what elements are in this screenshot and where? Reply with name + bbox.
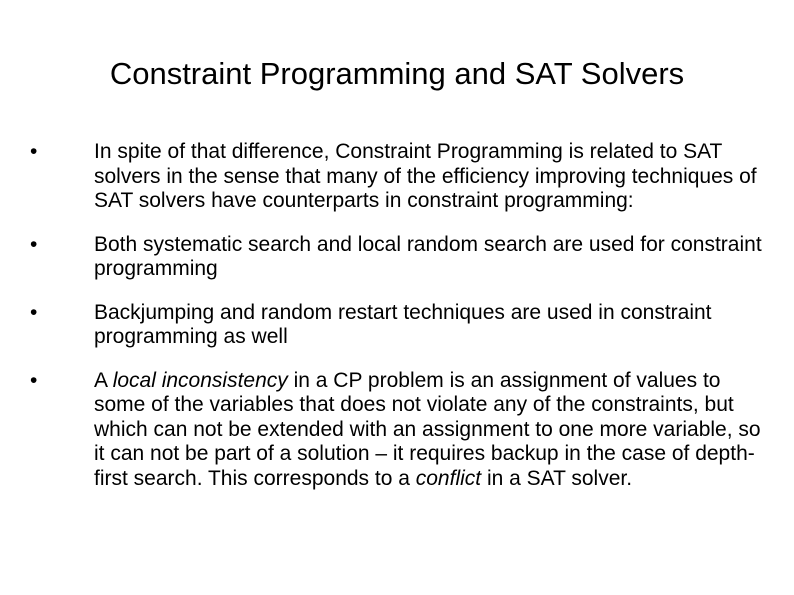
- bullet-text-part: in a SAT solver.: [481, 466, 633, 490]
- bullet-text: Backjumping and random restart techniques are used in constraint programming as well: [94, 300, 712, 348]
- bullet-text: Both systematic search and local random search are used for constraint programming: [94, 232, 762, 280]
- bullet-icon: •: [30, 368, 38, 392]
- bullet-icon: •: [30, 300, 38, 324]
- bullet-item-4: [30, 369, 770, 492]
- bullet-item-3: [30, 301, 770, 350]
- slide-title: Constraint Programming and SAT Solvers: [109, 56, 685, 91]
- emphasis-conflict: conflict: [415, 466, 482, 490]
- bullet-text: In spite of that difference, Constraint Programming is related to SAT solvers in the sense that many of the efficiency improving techniques of SAT solvers have counterparts in constraint programming:: [94, 140, 757, 212]
- bullet-list: [30, 140, 770, 510]
- bullet-item-1: [30, 140, 770, 214]
- bullet-text-part: A: [94, 368, 113, 392]
- bullet-text-part: in a CP problem is an assignment of values to some of the variables that does not violate any of the constraints, but which can not be extended with an assignment to one more variable, so it can not be part of a solution – it requires backup in the case of depth-first search. This corresponds to a: [94, 368, 761, 490]
- emphasis-local-inconsistency: local inconsistency: [112, 368, 288, 392]
- bullet-text: [94, 369, 770, 492]
- bullet-icon: •: [30, 232, 38, 256]
- bullet-item-2: [30, 233, 770, 282]
- bullet-icon: •: [30, 140, 38, 163]
